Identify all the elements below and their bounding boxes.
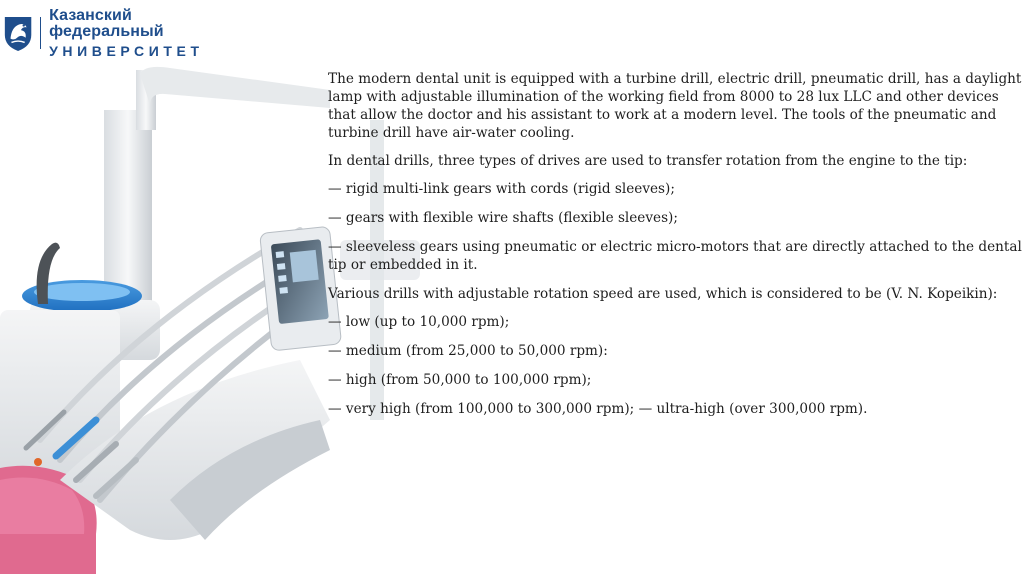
drives-intro: In dental drills, three types of drives are used to transfer rotation from the engine to the tip: xyxy=(328,153,968,169)
logo-title-line1: Казанский федеральный xyxy=(49,7,164,40)
list-item: — medium (from 25,000 to 50,000 rpm): xyxy=(328,343,608,359)
list-item: — very high (from 100,000 to 300,000 rpm); — ultra-high (over 300,000 rpm). xyxy=(328,401,868,417)
list-item: — rigid multi-link gears with cords (rigid sleeves); xyxy=(328,181,675,197)
list-item: — low (up to 10,000 rpm); xyxy=(328,314,510,330)
logo-text xyxy=(49,8,240,58)
text-content xyxy=(328,70,1022,429)
logo-title-line2: УНИВЕРСИТЕТ xyxy=(49,43,204,59)
speeds-intro: Various drills with adjustable rotation speed are used, which is considered to be (V. N. Kopeikin): xyxy=(328,286,998,302)
logo-divider xyxy=(40,17,41,49)
list-item: — sleeveless gears using pneumatic or electric micro-motors that are directly attached to the dental tip or embedded in it. xyxy=(328,239,1022,273)
university-logo xyxy=(0,7,240,59)
list-item: — gears with flexible wire shafts (flexible sleeves); xyxy=(328,210,678,226)
kfu-emblem-icon xyxy=(2,13,34,53)
intro-paragraph: The modern dental unit is equipped with a turbine drill, electric drill, pneumatic drill, has a daylight lamp with adjustable illumination of the working field from 8000 to 28 lux LLC and other devices that allow the doctor and his assistant to work at a modern level. The tools of the pneumatic and turbine drill have air-water cooling. xyxy=(328,71,1022,141)
list-item: — high (from 50,000 to 100,000 rpm); xyxy=(328,372,592,388)
